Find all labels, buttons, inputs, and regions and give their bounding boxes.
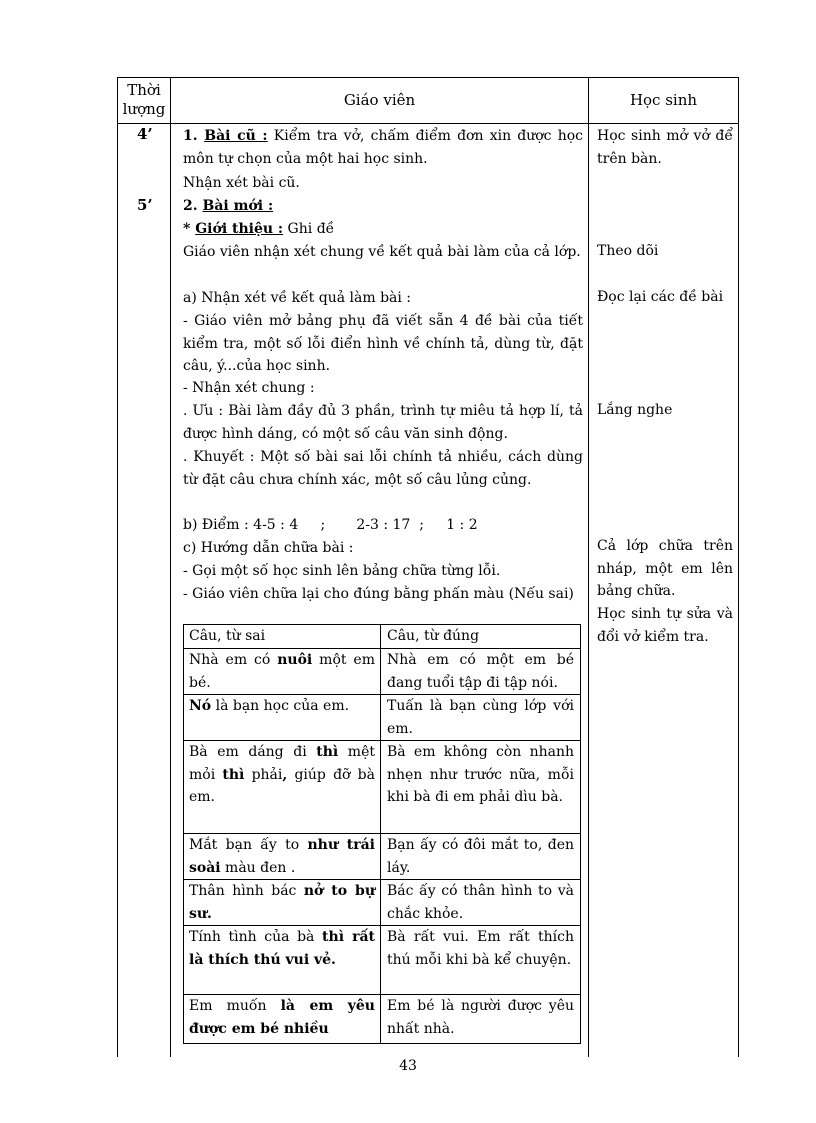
table-header-wrong: Câu, từ sai — [189, 628, 266, 644]
student-note-5: Cả lớp chữa trên nháp, một em lên bảng chữa. — [597, 538, 733, 599]
general-remark: Giáo viên nhận xét chung về kết quả bài làm của cả lớp. — [183, 244, 581, 260]
student-note-6: Học sinh tự sửa và đổi vở kiểm tra. — [597, 606, 733, 645]
header-time: Thời lượng — [122, 81, 166, 118]
general-label: - Nhận xét chung : — [183, 380, 315, 396]
part-a-heading: a) Nhận xét về kết quả làm bài : — [183, 290, 412, 306]
student-note-2: Theo dõi — [597, 243, 659, 259]
table-row-2-wrong: Nó là bạn học của em. — [189, 698, 350, 714]
part-c-heading: c) Hướng dẫn chữa bài : — [183, 540, 354, 556]
table-row-2-right: Tuấn là bạn cùng lớp với em. — [387, 698, 574, 737]
table-row-7-right: Em bé là người được yêu nhất nhà. — [387, 998, 574, 1037]
table-row-5-right: Bác ấy có thân hình to và chắc khỏe. — [387, 883, 574, 922]
table-row-3-wrong: Bà em dáng đi thì mệt mỏi thì phải, giúp đỡ bà em. — [189, 744, 375, 805]
part-c-line-2: - Giáo viên chữa lại cho đúng bằng phấn màu (Nếu sai) — [183, 586, 574, 602]
table-row-1-right: Nhà em có một em bé đang tuổi tập đi tập nói. — [387, 652, 574, 691]
table-row-5-wrong: Thân hình bác nở to bự sư. — [189, 883, 375, 922]
weaknesses-text: . Khuyết : Một số bài sai lỗi chính tả nhiều, cách dùng từ đặt câu chưa chính xác, một số câu lủng củng. — [183, 449, 583, 488]
student-note-1: Học sinh mở vở để trên bàn. — [597, 128, 733, 167]
table-row-1-wrong: Nhà em có nuôi một em bé. — [189, 652, 375, 691]
part-c-line-1: - Gọi một số học sinh lên bảng chữa từng lỗi. — [183, 563, 501, 579]
table-row-4-wrong: Mắt bạn ấy to như trái soài màu đen . — [189, 837, 375, 876]
header-student: Học sinh — [629, 90, 698, 109]
table-row-4-right: Bạn ấy có đôi mắt to, đen láy. — [387, 837, 574, 876]
table-row-7-wrong: Em muốn là em yêu được em bé nhiều — [189, 998, 375, 1037]
strengths-text: . Ưu : Bài làm đầy đủ 3 phần, trình tự miêu tả hợp lí, tả được hình dáng, có một số câu văn sinh động. — [183, 403, 583, 442]
table-row-6-wrong: Tính tình của bà thì rất là thích thú vui vẻ. — [189, 929, 375, 968]
student-note-4: Lắng nghe — [597, 402, 673, 418]
section-new-lesson: 2. Bài mới : — [183, 198, 274, 214]
intro-line: * Giới thiệu : Ghi đề — [183, 221, 335, 237]
table-row-6-right: Bà rất vui. Em rất thích thú mỗi khi bà kể chuyện. — [387, 929, 574, 968]
time-mark-2: 5’ — [137, 196, 153, 214]
time-mark-1: 4’ — [137, 125, 153, 143]
scores-line: b) Điểm : 4-5 : 4 ; 2-3 : 17 ; 1 : 2 — [183, 517, 478, 533]
section-old-lesson: 1. Bài cũ : Kiểm tra vở, chấm điểm đơn xin được học môn tự chọn của một hai học sinh. — [183, 128, 584, 167]
student-note-3: Đọc lại các đề bài — [597, 289, 724, 305]
correction-table — [183, 624, 581, 1044]
page-number: 43 — [399, 1058, 417, 1074]
header-teacher: Giáo viên — [343, 90, 416, 109]
table-header-right: Câu, từ đúng — [387, 628, 480, 644]
part-a-text: - Giáo viên mở bảng phụ đã viết sẵn 4 đề bài của tiết kiểm tra, một số lỗi điển hình về chính tả, dùng từ, đặt câu, ý...của học sinh. — [183, 313, 583, 374]
old-lesson-review: Nhận xét bài cũ. — [183, 175, 300, 191]
table-row-3-right: Bà em không còn nhanh nhẹn như trước nữa, mỗi khi bà đi em phải dìu bà. — [387, 744, 574, 805]
